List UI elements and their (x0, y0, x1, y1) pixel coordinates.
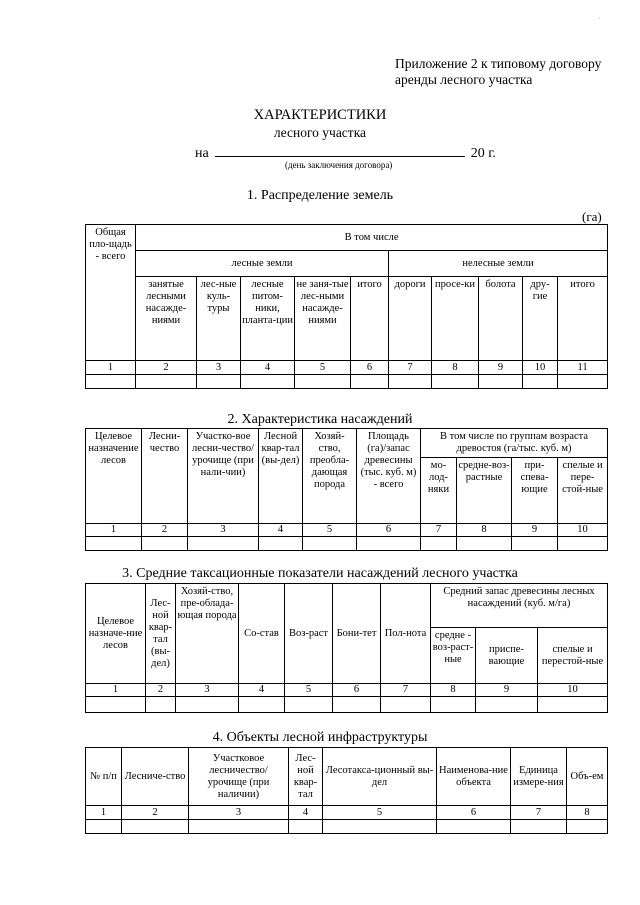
stands-table (85, 428, 608, 551)
header-col: Объ-ем (567, 748, 608, 806)
column-number: 6 (351, 361, 389, 375)
header-target-purpose: Целевое назначе-ние лесов (86, 584, 146, 684)
header-col: дру-гие (523, 277, 558, 361)
header-quarter: Лес-ной квар-тал (вы-дел) (146, 584, 176, 684)
header-col: спелые и пере-стой-ные (558, 458, 608, 524)
header-area-stock: Площадь (га)/запас древесины (тыс. куб. м) - всего (357, 429, 421, 524)
scan-speck: · (598, 14, 601, 23)
header-col: болота (479, 277, 523, 361)
column-number: 4 (241, 361, 295, 375)
header-age: Воз-раст (285, 584, 333, 684)
column-number: 7 (421, 524, 457, 537)
column-number: 11 (558, 361, 608, 375)
header-average-stock: Средний запас древесины лесных насаждений (куб. м/га) (431, 584, 608, 628)
column-number: 1 (86, 524, 142, 537)
column-number: 9 (476, 684, 538, 697)
header-col: не заня-тые лес-ными насажде-ниями (295, 277, 351, 361)
document-title: ХАРАКТЕРИСТИКИ (253, 107, 387, 123)
header-col: мо-лод-няки (421, 458, 457, 524)
column-number: 4 (239, 684, 285, 697)
infrastructure-table (85, 747, 608, 834)
column-number: 4 (289, 806, 323, 820)
column-number: 1 (86, 806, 122, 820)
header-bonitet: Бони-тет (333, 584, 381, 684)
column-number: 5 (323, 806, 437, 820)
header-dominant-species: Хозяй-ство, преобла-дающая порода (303, 429, 357, 524)
section-4-heading: 4. Объекты лесной инфраструктуры (212, 730, 428, 745)
header-dominant-species: Хозяй-ство, пре-облада-ющая порода (176, 584, 239, 684)
header-col: Участковое лесничество/ урочище (при наличии) (189, 748, 289, 806)
land-distribution-table (85, 224, 608, 389)
header-col: дороги (389, 277, 432, 361)
header-including: В том числе (136, 225, 608, 251)
appendix-note: Приложение 2 к типовому договору аренды лесного участка (395, 56, 602, 87)
section-2-heading: 2. Характеристика насаждений (227, 412, 413, 427)
column-number: 3 (188, 524, 259, 537)
column-number: 8 (567, 806, 608, 820)
empty-data-row (86, 820, 608, 834)
date-prefix: на (195, 146, 209, 161)
header-col: № п/п (86, 748, 122, 806)
header-col: лесные питом-ники, планта-ции (241, 277, 295, 361)
header-district-forestry: Участко-вое лесни-чество/ урочище (при нали-чии) (188, 429, 259, 524)
header-col: итого (558, 277, 608, 361)
column-number: 8 (432, 361, 479, 375)
header-col: итого (351, 277, 389, 361)
empty-data-row (86, 697, 608, 713)
column-number: 3 (176, 684, 239, 697)
column-number: 4 (259, 524, 303, 537)
column-number: 9 (512, 524, 558, 537)
column-number: 5 (303, 524, 357, 537)
column-number: 7 (389, 361, 432, 375)
header-col: Лесотакса-ционный вы-дел (323, 748, 437, 806)
empty-data-row (86, 375, 608, 389)
column-number: 6 (333, 684, 381, 697)
header-col: просе-ки (432, 277, 479, 361)
column-number: 2 (136, 361, 197, 375)
column-number: 8 (431, 684, 476, 697)
column-number: 7 (381, 684, 431, 697)
header-col: занятые лесными насажде-ниями (136, 277, 197, 361)
column-number: 5 (295, 361, 351, 375)
column-number: 1 (86, 684, 146, 697)
header-forest-lands: лесные земли (136, 251, 389, 277)
header-col: спелые и перестой-ные (538, 628, 608, 684)
header-composition: Со-став (239, 584, 285, 684)
column-number: 10 (558, 524, 608, 537)
column-number: 2 (142, 524, 188, 537)
column-number: 5 (285, 684, 333, 697)
section-1-unit: (га) (582, 209, 602, 224)
header-col: приспе-вающие (476, 628, 538, 684)
header-quarter: Лесной квар-тал (вы-дел) (259, 429, 303, 524)
column-number: 3 (197, 361, 241, 375)
column-number: 10 (523, 361, 558, 375)
column-number: 7 (511, 806, 567, 820)
section-3-heading: 3. Средние таксационные показатели насаждений лесного участка (122, 566, 518, 581)
header-total-area: Общая пло-щадь - всего (86, 225, 136, 361)
column-number: 9 (479, 361, 523, 375)
header-col: средне-воз-растные (457, 458, 512, 524)
header-target-purpose: Целевое назначение лесов (86, 429, 142, 524)
section-1-heading: 1. Распределение земель (246, 188, 394, 203)
column-number: 2 (146, 684, 176, 697)
inventory-indicators-table (85, 583, 608, 713)
empty-data-row (86, 537, 608, 551)
column-number: 2 (122, 806, 189, 820)
column-number: 10 (538, 684, 608, 697)
column-number: 6 (437, 806, 511, 820)
date-suffix: 20 г. (470, 146, 496, 161)
header-density: Пол-нота (381, 584, 431, 684)
header-col: при-спева-ющие (512, 458, 558, 524)
column-number: 6 (357, 524, 421, 537)
header-forestry: Лесни-чество (142, 429, 188, 524)
header-col: Наименова-ние объекта (437, 748, 511, 806)
date-hint: (день заключения договора) (285, 160, 393, 170)
column-number: 1 (86, 361, 136, 375)
header-col: средне - воз-раст-ные (431, 628, 476, 684)
header-nonforest-lands: нелесные земли (389, 251, 608, 277)
column-number: 3 (189, 806, 289, 820)
header-col: Лес-ной квар-тал (289, 748, 323, 806)
header-col: Лесниче-ство (122, 748, 189, 806)
document-subtitle: лесного участка (273, 125, 367, 140)
column-number: 8 (457, 524, 512, 537)
header-col: Единица измере-ния (511, 748, 567, 806)
header-col: лес-ные куль-туры (197, 277, 241, 361)
date-blank-line (215, 144, 465, 157)
header-age-groups: В том числе по группам возраста древостоя (га/тыс. куб. м) (421, 429, 608, 458)
